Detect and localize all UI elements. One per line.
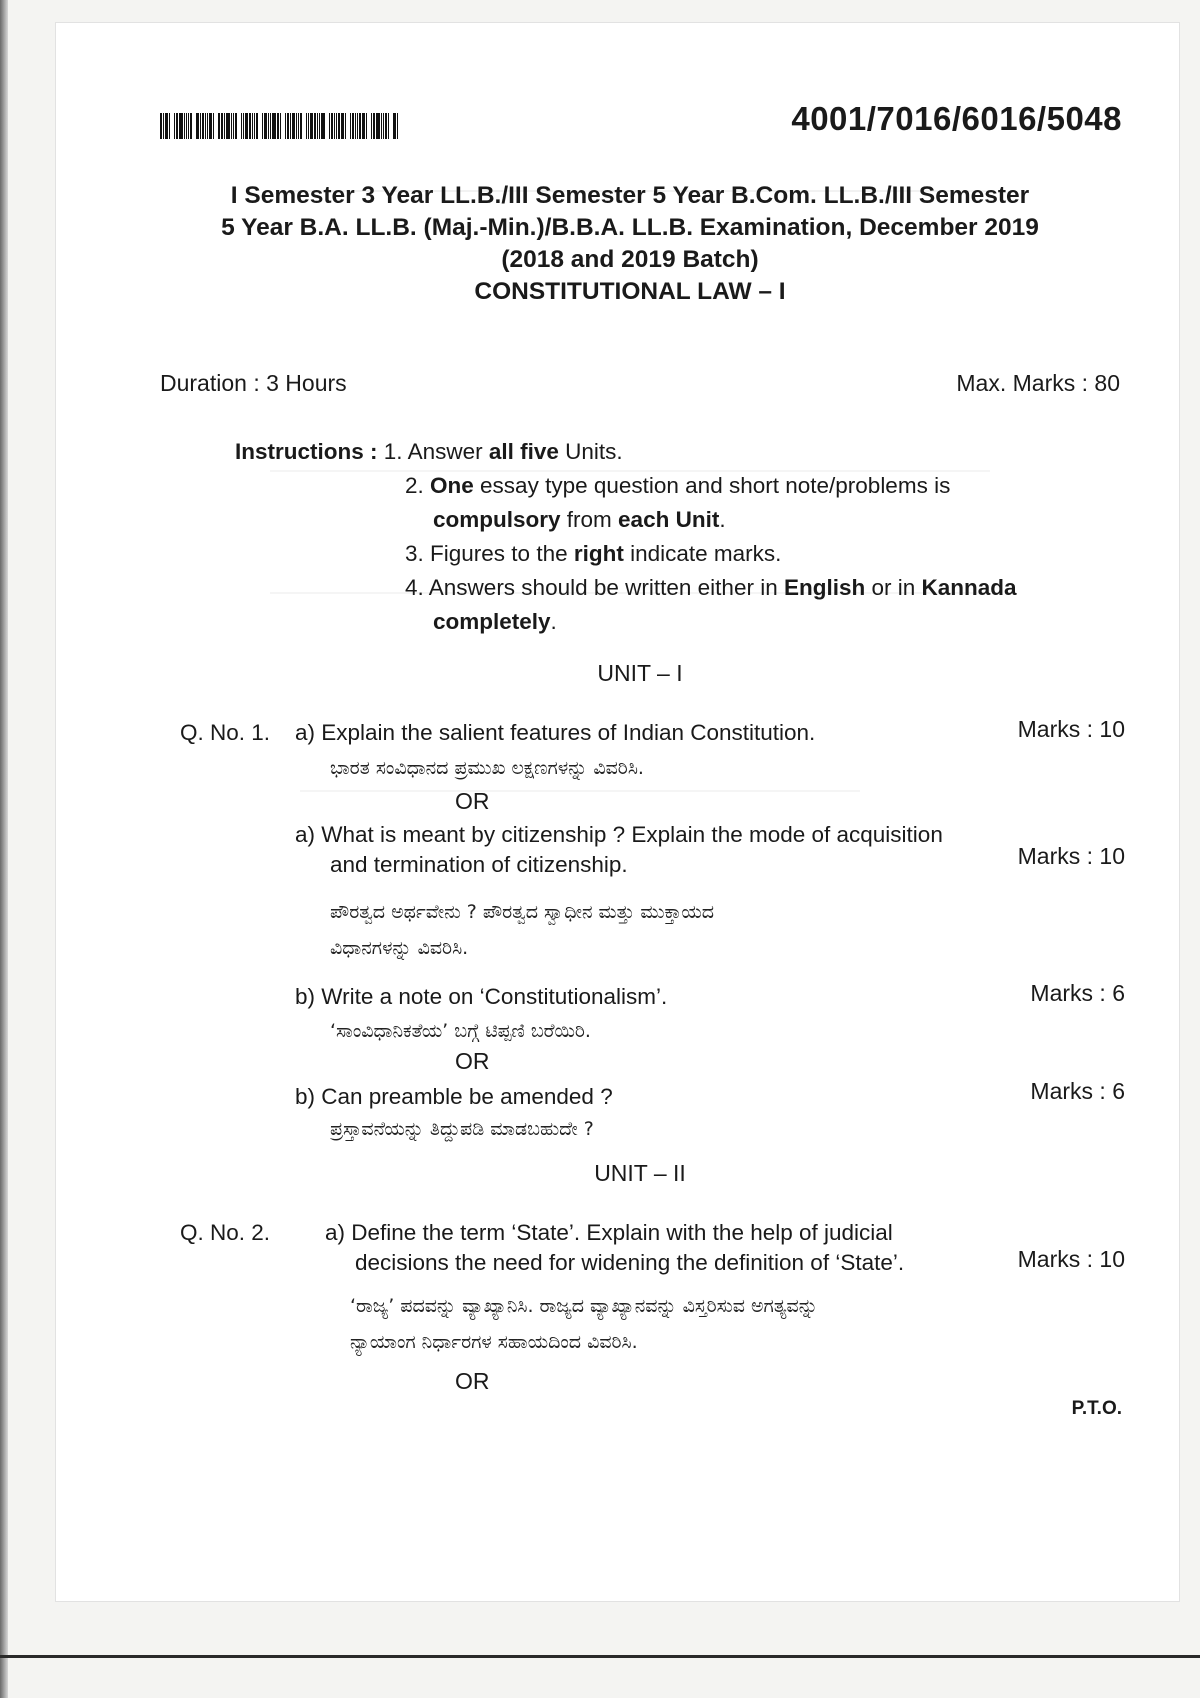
barcode-bar [243, 113, 244, 139]
q1-a2-line1: a) What is meant by citizenship ? Explain the mode of acquisition [295, 822, 943, 847]
instruction-3: 3. Figures to the right indicate marks. [405, 541, 782, 566]
barcode-bar [352, 113, 354, 139]
barcode-bar [169, 113, 170, 139]
barcode-bar [331, 113, 333, 139]
q1-a2-kannada-2: ವಿಧಾನಗಳನ್ನು ವಿವರಿಸಿ. [330, 937, 469, 959]
barcode-bar [235, 113, 237, 139]
instruction-1: Instructions : 1. Answer all five Units. [235, 439, 623, 464]
q2-a1-line2: decisions the need for widening the definition of ‘State’. [355, 1250, 905, 1275]
barcode-bar [321, 113, 325, 139]
barcode-bar [393, 113, 396, 139]
barcode-bar [160, 113, 162, 139]
barcode-bar [202, 113, 204, 139]
q1-a1-text: a) Explain the salient features of Indian Constitution. [295, 720, 816, 745]
q1-or-1: OR [455, 788, 490, 814]
barcode-bar [296, 113, 297, 139]
barcode [160, 113, 555, 139]
barcode-bar [383, 113, 384, 139]
scan-edge-bottom [0, 1655, 1200, 1658]
barcode-bar [233, 113, 234, 139]
barcode-bar [359, 113, 361, 139]
q2-number: Q. No. 2. [180, 1220, 271, 1245]
barcode-bar [245, 113, 248, 139]
barcode-bar [287, 113, 289, 139]
q1-a1-kannada: ಭಾರತ ಸಂವಿಧಾನದ ಪ್ರಮುಖ ಲಕ್ಷಣಗಳನ್ನು ವಿವರಿಸಿ. [330, 757, 644, 779]
barcode-bar [256, 113, 258, 139]
barcode-bar [371, 113, 372, 139]
barcode-bar [336, 113, 337, 139]
barcode-bar [397, 113, 398, 139]
barcode-bar [334, 113, 335, 139]
q1-a2-line2: and termination of citizenship. [330, 852, 628, 877]
q1-a2-kannada-1: ಪೌರತ್ವದ ಅರ್ಥವೇನು ? ಪೌರತ್ವದ ಸ್ವಾಧೀನ ಮತ್ತು ಮುಕ್ತಾಯದ [330, 901, 714, 923]
barcode-bar [376, 113, 380, 139]
barcode-bar [314, 113, 316, 139]
barcode-bar [218, 113, 220, 139]
barcode-bar [241, 113, 242, 139]
barcode-bar [224, 113, 225, 139]
barcode-bar [362, 113, 365, 139]
barcode-bar [319, 113, 320, 139]
barcode-bar [292, 113, 295, 139]
barcode-bar [357, 113, 358, 139]
q1-or-2: OR [455, 1048, 490, 1074]
q2-a1-marks: Marks : 10 [1017, 1246, 1125, 1272]
q1-b1-kannada: ‘ಸಾಂವಿಧಾನಿಕತೆಯ’ ಬಗ್ಗೆ ಟಿಪ್ಪಣಿ ಬರೆಯಿರಿ. [330, 1020, 591, 1042]
barcode-bar [249, 113, 251, 139]
barcode-bar [176, 113, 178, 139]
barcode-bar [213, 113, 214, 139]
barcode-bar [163, 113, 164, 139]
duration: Duration : 3 Hours [160, 370, 347, 396]
barcode-bar [388, 113, 389, 139]
barcode-bar [298, 113, 299, 139]
barcode-bar [338, 113, 340, 139]
q1-a2-marks: Marks : 10 [1017, 843, 1125, 869]
instructions-label: Instructions : [235, 439, 378, 464]
barcode-bar [200, 113, 201, 139]
q1-b2-text: b) Can preamble be amended ? [295, 1084, 613, 1109]
barcode-bar [188, 113, 189, 139]
barcode-bar [355, 113, 356, 139]
barcode-bar [373, 113, 375, 139]
barcode-bar [186, 113, 187, 139]
paper-code: 4001/7016/6016/5048 [791, 100, 1122, 137]
barcode-bar [268, 113, 269, 139]
q2-a1-kannada-1: ‘ರಾಜ್ಯ’ ಪದವನ್ನು ವ್ಯಾಖ್ಯಾನಿಸಿ. ರಾಜ್ಯದ ವ್ಯಾಖ್ಯಾನವನ್ನು ವಿಸ್ತರಿಸುವ ಅಗತ್ಯವನ್ನು [350, 1295, 818, 1317]
barcode-bar [310, 113, 313, 139]
barcode-bar [207, 113, 208, 139]
barcode-bar [254, 113, 255, 139]
q2-a1-kannada-2: ನ್ಯಾಯಾಂಗ ನಿರ್ಧಾರಗಳ ಸಹಾಯದಿಂದ ವಿವರಿಸಿ. [350, 1331, 638, 1353]
barcode-bar [262, 113, 263, 139]
barcode-bar [329, 113, 330, 139]
barcode-bar [385, 113, 387, 139]
barcode-bar [174, 113, 175, 139]
barcode-bar [350, 113, 351, 139]
barcode-bar [226, 113, 230, 139]
barcode-bar [366, 113, 367, 139]
scan-edge [0, 0, 8, 1698]
heading-line-2: 5 Year B.A. LL.B. (Maj.-Min.)/B.B.A. LL.B. Examination, December 2019 [221, 214, 1039, 241]
unit-1-title: UNIT – I [597, 660, 683, 686]
q1-b1-marks: Marks : 6 [1030, 980, 1125, 1006]
barcode-bar [306, 113, 307, 139]
barcode-bar [285, 113, 286, 139]
barcode-bar [165, 113, 168, 139]
instruction-2: 2. One essay type question and short note/problems is compulsory from each Unit. [405, 473, 951, 532]
barcode-bar [300, 113, 302, 139]
q1-number: Q. No. 1. [180, 720, 271, 745]
heading-line-3: (2018 and 2019 Batch) [501, 246, 759, 273]
heading-line-1: I Semester 3 Year LL.B./III Semester 5 Year B.Com. LL.B./III Semester [230, 182, 1030, 209]
barcode-bar [190, 113, 192, 139]
barcode-bar [205, 113, 206, 139]
q1-b2-kannada: ಪ್ರಸ್ತಾವನೆಯನ್ನು ತಿದ್ದುಪಡಿ ಮಾಡಬಹುದೇ ? [330, 1118, 594, 1140]
barcode-bar [209, 113, 212, 139]
subject-title: CONSTITUTIONAL LAW – I [474, 278, 786, 305]
barcode-bar [272, 113, 276, 139]
pto: P.T.O. [1071, 1398, 1122, 1419]
barcode-bar [277, 113, 279, 139]
barcode-bar [231, 113, 232, 139]
exam-heading [150, 180, 1110, 308]
barcode-bar [184, 113, 185, 139]
barcode-bar [221, 113, 223, 139]
q2-or-1: OR [455, 1368, 490, 1394]
barcode-bar [179, 113, 183, 139]
q1-b1-text: b) Write a note on ‘Constitutionalism’. [295, 984, 668, 1009]
unit-2-title: UNIT – II [594, 1160, 686, 1186]
q1-b2-marks: Marks : 6 [1030, 1078, 1125, 1104]
barcode-bar [290, 113, 291, 139]
barcode-bar [317, 113, 318, 139]
barcode-bar [280, 113, 281, 139]
barcode-bar [381, 113, 382, 139]
barcode-bar [270, 113, 271, 139]
barcode-bar [341, 113, 344, 139]
q2-a1-line1: a) Define the term ‘State’. Explain with the help of judicial [325, 1220, 893, 1245]
barcode-bar [196, 113, 199, 139]
barcode-bar [264, 113, 267, 139]
barcode-bar [345, 113, 346, 139]
barcode-bar [252, 113, 253, 139]
instructions [235, 435, 1095, 639]
instruction-4: 4. Answers should be written either in English or in Kannada completely. [405, 575, 1017, 634]
q1-a1-marks: Marks : 10 [1017, 716, 1125, 742]
max-marks: Max. Marks : 80 [956, 370, 1120, 396]
exam-meta [160, 370, 1120, 397]
barcode-bar [308, 113, 309, 139]
